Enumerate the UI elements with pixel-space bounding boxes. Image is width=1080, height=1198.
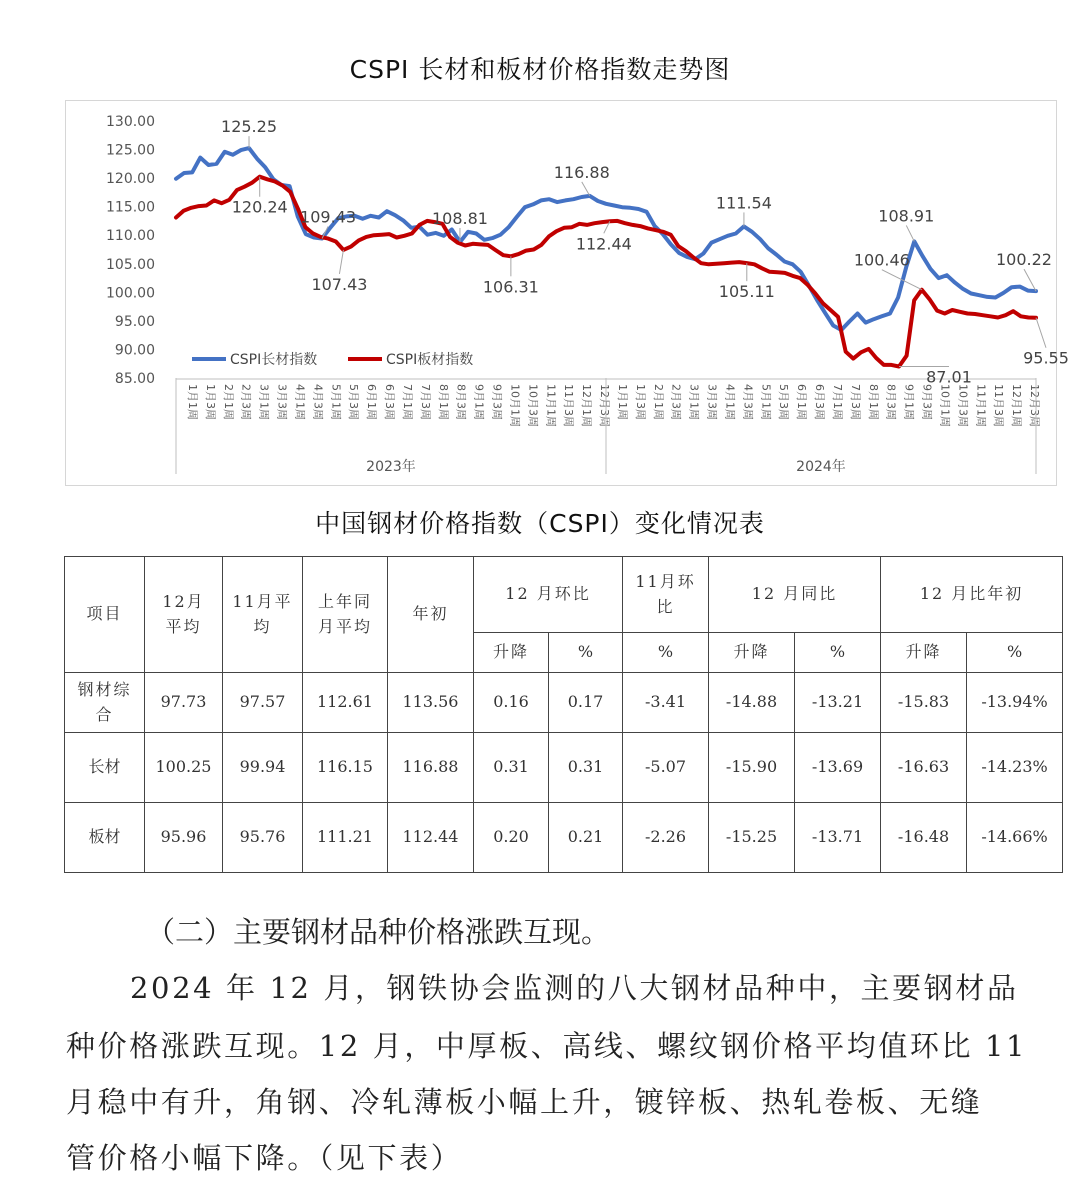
data-label: 111.54 [715,193,772,213]
paragraph-line: 管价格小幅下降。（见下表） [66,1141,463,1175]
subheader-pct: % [795,633,881,673]
x-tick-label: 10月3周 [956,384,970,427]
header-dec-avg [145,557,223,673]
year-label: 2024年 [796,459,846,475]
table-cell: -14.66% [967,803,1063,873]
x-tick-label: 7月3周 [418,384,432,420]
x-tick-label: 8月1周 [436,384,450,420]
y-tick-label: 105.00 [106,256,155,273]
x-tick-label: 4月1周 [723,384,737,420]
chart-title: CSPI 长材和板材价格指数走势图 [349,55,731,84]
table-row [65,733,1063,803]
table-cell: -13.21 [795,673,881,733]
data-label: 109.43 [300,207,357,227]
annotation-leader [339,250,343,274]
table-cell: -2.26 [623,803,709,873]
table-title: 中国钢材价格指数（CSPI）变化情况表 [315,509,765,538]
table-cell: -5.07 [623,733,709,803]
x-tick-label: 3月1周 [257,384,271,420]
table-cell: -3.41 [623,673,709,733]
row-label-line: 钢材综 [77,679,132,699]
table-cell: 116.88 [388,733,474,803]
x-tick-label: 11月1周 [544,384,558,427]
subheader-change: 升降 [709,633,795,673]
subheader-change: 升降 [881,633,967,673]
header-mom-nov [623,557,709,633]
x-tick-label: 11月3周 [992,384,1006,427]
data-label: 120.24 [231,197,288,217]
header-mom-nov-line: 11月环 [635,571,696,591]
data-label: 108.81 [431,209,488,229]
paragraph-line: 种价格涨跌互现。12 月，中厚板、高线、螺纹钢价格平均值环比 11 [66,1029,1028,1063]
x-tick-label: 6月3周 [383,384,397,420]
table-cell: -13.69 [795,733,881,803]
x-tick-label: 6月1周 [365,384,379,420]
table-cell: 112.44 [388,803,474,873]
y-tick-label: 85.00 [114,371,155,387]
x-tick-label: 8月3周 [454,384,468,420]
table-cell: 0.31 [474,733,549,803]
annotation-leader [906,225,914,241]
y-tick-label: 110.00 [106,228,155,245]
x-tick-label: 5月3周 [347,384,361,420]
table-cell: 0.21 [549,803,623,873]
x-tick-label: 5月1周 [329,384,343,420]
cspi-change-table [64,556,1063,873]
x-tick-label: 9月1周 [902,384,916,420]
x-tick-label: 8月3周 [884,384,898,420]
header-last-year-line: 月平均 [317,616,372,636]
subheader-pct: % [549,633,623,673]
y-tick-label: 90.00 [114,342,155,359]
data-label: 100.46 [853,250,910,270]
data-label: 87.01 [926,367,972,387]
x-tick-label: 2月3周 [239,384,253,420]
year-label: 2023年 [366,459,416,475]
x-tick-label: 2月1周 [221,384,235,420]
table-cell: -14.23% [967,733,1063,803]
y-tick-label: 130.00 [106,114,155,130]
legend-label: CSPI板材指数 [386,352,474,368]
table-cell: -16.63 [881,733,967,803]
x-tick-label: 3月3周 [275,384,289,420]
x-tick-label: 1月3周 [633,384,647,420]
subheader-pct: % [623,633,709,673]
data-label: 116.88 [553,162,610,182]
x-tick-label: 12月3周 [598,384,612,427]
table-cell: 116.15 [303,733,388,803]
x-tick-label: 5月1周 [759,384,773,420]
x-tick-label: 12月3周 [1028,384,1042,427]
data-label: 95.55 [1023,348,1069,368]
paragraph-line: 月稳中有升，角钢、冷轧薄板小幅上升，镀锌板、热轧卷板、无缝 [66,1085,983,1119]
annotation-leader [1036,318,1046,348]
y-tick-label: 95.00 [114,313,155,330]
x-tick-label: 3月1周 [687,384,701,420]
x-tick-label: 9月3周 [920,384,934,420]
header-vs-start: 12 月比年初 [881,557,1063,633]
subheader-change: 升降 [474,633,549,673]
header-yoy-dec: 12 月同比 [709,557,881,633]
x-tick-label: 10月1周 [508,384,522,427]
x-tick-label: 11月3周 [562,384,576,427]
header-nov-avg-line: 均 [253,616,272,636]
paragraph-line: 2024 年 12 月，钢铁协会监测的八大钢材品种中，主要钢材品 [130,971,1019,1005]
y-tick-label: 120.00 [106,171,155,188]
x-tick-label: 12月1周 [580,384,594,427]
subheader-pct: % [967,633,1063,673]
row-label: 板材 [65,803,145,873]
data-label: 106.31 [482,277,539,297]
header-nov-avg [223,557,303,673]
data-label: 125.25 [221,117,278,137]
section-heading: （二）主要钢材品种价格涨跌互现。 [146,915,611,949]
row-label-line: 合 [95,704,114,724]
x-tick-label: 7月1周 [400,384,414,420]
header-nov-avg-line: 11月平 [232,591,293,611]
header-last-year-line: 上年同 [317,591,372,611]
annotation-leader [582,182,590,196]
x-tick-label: 4月1周 [293,384,307,420]
x-tick-label: 7月1周 [830,384,844,420]
table-cell: -15.90 [709,733,795,803]
table-cell: 95.76 [223,803,303,873]
data-label: 107.43 [311,274,368,294]
table-cell: 0.16 [474,673,549,733]
legend-label: CSPI长材指数 [230,352,318,368]
table-cell: -15.25 [709,803,795,873]
x-tick-label: 4月3周 [311,384,325,420]
x-tick-label: 3月3周 [705,384,719,420]
table-cell: 111.21 [303,803,388,873]
x-tick-label: 9月3周 [490,384,504,420]
table-cell: 97.73 [145,673,223,733]
x-tick-label: 7月3周 [848,384,862,420]
x-tick-label: 4月3周 [741,384,755,420]
chart-svg [66,101,1069,487]
header-dec-avg-line: 平均 [165,616,202,636]
header-mom-dec: 12 月环比 [474,557,623,633]
table-cell: 112.61 [303,673,388,733]
header-mom-nov-line: 比 [656,596,675,616]
header-dec-avg-line: 12月 [162,591,205,611]
x-tick-label: 11月1周 [974,384,988,427]
table-cell: -13.94% [967,673,1063,733]
table-cell: -13.71 [795,803,881,873]
x-tick-label: 6月3周 [813,384,827,420]
x-tick-label: 1月1周 [185,384,199,420]
y-tick-label: 100.00 [106,285,155,302]
table-cell: 99.94 [223,733,303,803]
row-label [65,673,145,733]
table-cell: -16.48 [881,803,967,873]
table-cell: 0.17 [549,673,623,733]
table-row [65,803,1063,873]
data-label: 105.11 [718,282,775,302]
table-cell: 0.31 [549,733,623,803]
x-tick-label: 10月3周 [526,384,540,427]
table-cell: 97.57 [223,673,303,733]
data-label: 112.44 [575,234,632,254]
table-row [65,673,1063,733]
table-cell: 100.25 [145,733,223,803]
x-tick-label: 6月1周 [795,384,809,420]
header-last-year [303,557,388,673]
table-cell: 95.96 [145,803,223,873]
table-cell: -14.88 [709,673,795,733]
x-tick-label: 1月1周 [615,384,629,420]
x-tick-label: 5月3周 [777,384,791,420]
table-cell: 0.20 [474,803,549,873]
header-year-start: 年初 [388,557,474,673]
data-label: 108.91 [878,206,935,226]
x-tick-label: 2月3周 [669,384,683,420]
x-tick-label: 10月1周 [938,384,952,427]
data-label: 100.22 [996,250,1052,270]
y-tick-label: 125.00 [106,142,155,159]
x-tick-label: 8月1周 [866,384,880,420]
table-cell: 113.56 [388,673,474,733]
line-chart [65,100,1069,486]
table-cell: -15.83 [881,673,967,733]
x-tick-label: 2月1周 [651,384,665,420]
y-tick-label: 115.00 [106,199,155,216]
x-tick-label: 9月1周 [472,384,486,420]
x-tick-label: 1月3周 [203,384,217,420]
row-label: 长材 [65,733,145,803]
header-item: 项目 [65,557,145,673]
x-tick-label: 12月1周 [1010,384,1024,427]
